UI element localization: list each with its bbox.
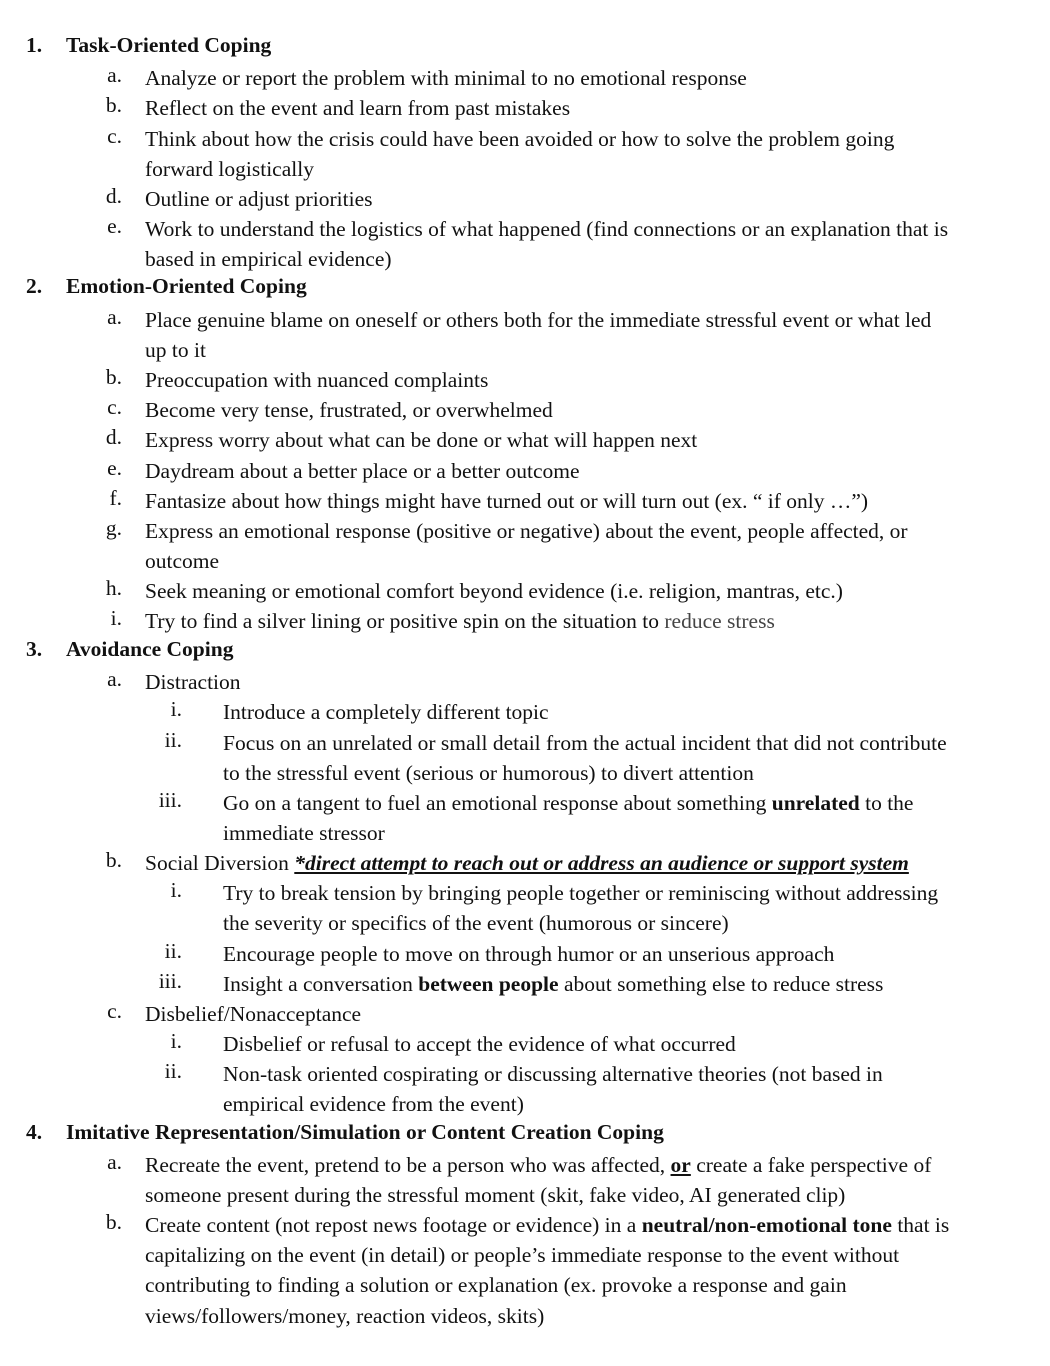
list-marker: d. [105,425,122,449]
list-marker: i. [170,1029,182,1053]
list-item-text: Outline or adjust priorities [145,187,373,211]
section-number: 4. [26,1120,43,1144]
list-marker: a. [107,305,122,329]
list-item-text: Think about how the crisis could have been avoided or how to solve the problem going forward logistically [145,127,895,182]
list-item-text: Focus on an unrelated or small detail from the actual incident that did not contribute to the stressful event (serious or humorous) to divert attention [223,731,947,786]
list-marker: ii. [164,1059,182,1083]
list-marker: g. [105,516,122,540]
list-marker: c. [107,395,122,419]
list-marker: i. [170,697,182,721]
list-item-text: Disbelief or refusal to accept the evidence of what occurred [223,1032,736,1056]
list-item-text: Express worry about what can be done or what will happen next [145,428,698,452]
list-marker: c. [107,124,122,148]
emphasis-note: *direct attempt to reach out or address an audience or support system [294,851,909,875]
section-title: Imitative Representation/Simulation or Content Creation Coping [66,1120,664,1144]
list-marker: d. [105,184,122,208]
list-marker: ii. [164,939,182,963]
list-marker: e. [107,456,122,480]
list-item-text: Reflect on the event and learn from past mistakes [145,96,571,120]
list-marker: iii. [158,969,182,993]
list-item-text: Insight a conversation between people about something else to reduce stress [223,972,884,996]
list-item-text: Try to find a silver lining or positive spin on the situation to reduce stress [145,609,775,633]
list-item-text: Disbelief/Nonacceptance [145,1002,362,1026]
list-item-text: Try to break tension by bringing people together or reminiscing without addressing the severity or specifics of the event (humorous or sincere) [223,881,939,936]
list-marker: b. [105,1210,122,1234]
list-marker: i. [110,606,122,630]
list-marker: a. [107,667,122,691]
list-item-text: Go on a tangent to fuel an emotional response about something unrelated to the immediate stressor [223,791,914,846]
section-title: Task-Oriented Coping [66,33,272,57]
list-marker: b. [105,365,122,389]
list-marker: c. [107,999,122,1023]
list-item-text: Create content (not repost news footage or evidence) in a neutral/non-emotional tone that is capitalizing on the event (in detail) or people’s immediate response to the event without contributing to finding a solution or explanation (ex. provoke a response and gain views/followers/money, reaction videos, skits) [145,1213,950,1328]
list-item-text: Work to understand the logistics of what happened (find connections or an explanation that is based in empirical evidence) [145,217,949,272]
list-marker: iii. [158,788,182,812]
list-item-text: Become very tense, frustrated, or overwhelmed [145,398,553,422]
list-item-text: Preoccupation with nuanced complaints [145,368,489,392]
list-item-text: Encourage people to move on through humor or an unserious approach [223,942,835,966]
list-marker: b. [105,93,122,117]
list-item-text: Distraction [145,670,241,694]
list-marker: h. [105,576,122,600]
section-title: Avoidance Coping [66,637,234,661]
list-item-text: Non-task oriented cospirating or discussing alternative theories (not based in empirical evidence from the event) [223,1062,883,1117]
list-marker: i. [170,878,182,902]
list-marker: e. [107,214,122,238]
list-item-text: Recreate the event, pretend to be a person who was affected, or create a fake perspective of someone present during the stressful moment (skit, fake video, AI generated clip) [145,1153,932,1208]
list-marker: ii. [164,728,182,752]
list-item-text: Fantasize about how things might have turned out or will turn out (ex. “ if only …”) [145,489,869,513]
list-item-text: Place genuine blame on oneself or others both for the immediate stressful event or what led up to it [145,308,932,363]
list-marker: f. [109,486,122,510]
list-marker: a. [107,63,122,87]
list-item-text: Introduce a completely different topic [223,700,549,724]
section-title: Emotion-Oriented Coping [66,274,307,298]
list-item-text: Social Diversion *direct attempt to reach out or address an audience or support system [145,851,909,875]
list-item-text: Express an emotional response (positive or negative) about the event, people affected, or outcome [145,519,908,574]
list-item-text: Seek meaning or emotional comfort beyond evidence (i.e. religion, mantras, etc.) [145,579,843,603]
section-number: 2. [26,274,43,298]
list-marker: a. [107,1150,122,1174]
list-marker: b. [105,848,122,872]
section-number: 1. [26,33,43,57]
section-number: 3. [26,637,43,661]
list-item-text: Analyze or report the problem with minimal to no emotional response [145,66,747,90]
list-item-text: Daydream about a better place or a better outcome [145,459,580,483]
